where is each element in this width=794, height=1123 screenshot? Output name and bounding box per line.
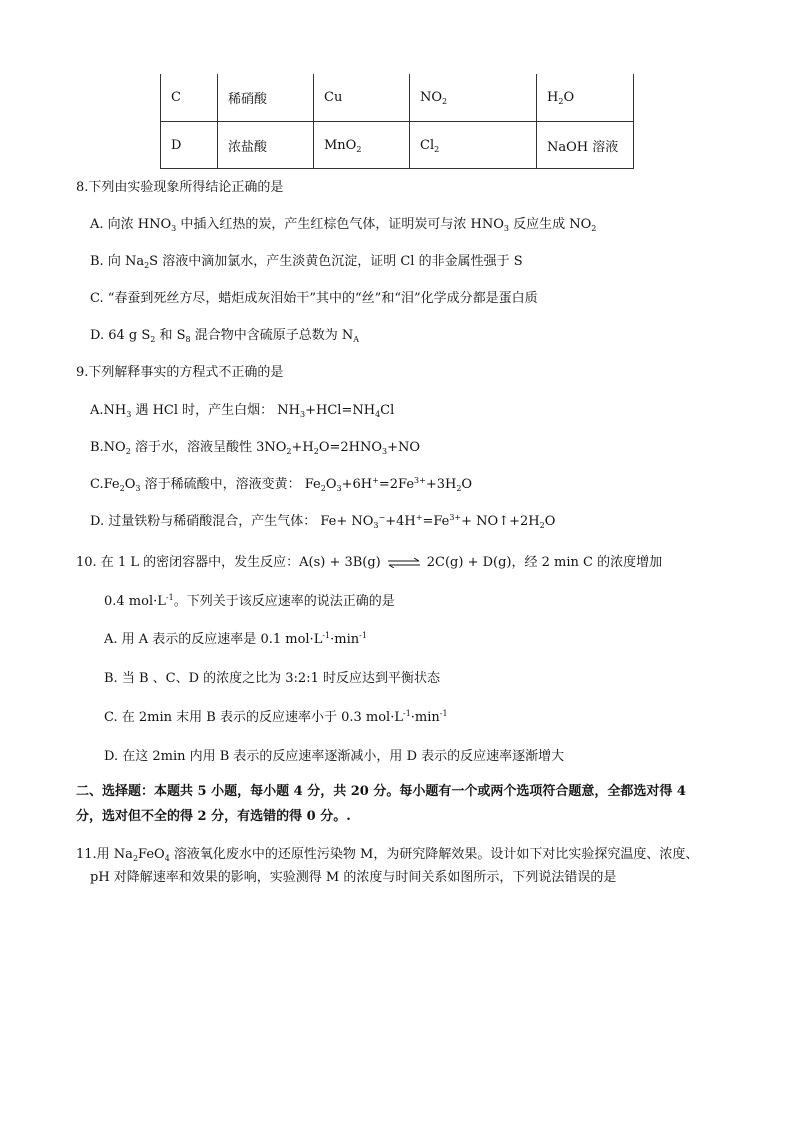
question-10-stem [76,551,662,570]
reagent-table [160,74,634,169]
table-cell: Cu [314,74,410,122]
table-cell: $H_2O$ [537,74,634,122]
question-10-option-d: D. 在这 2min 内用 B 表示的反应速率逐渐减小，用 D 表示的反应速率逐渐增大 [104,749,565,764]
table-cell: 浓盐酸 [218,122,314,169]
question-9-option-b: $B.NO_2$ 溶于水，溶液呈酸性 $3NO_2+H_2O=2HNO_3+NO$ [90,440,421,456]
question-11-stem-cont: pH 对降解速率和效果的影响，实验测得 M 的浓度与时间关系如图所示，下列说法错误的是 [90,870,617,885]
question-9-option-a: $A.NH_3$ 遇 HCl 时，产生白烟： $NH_3+HCl=NH_4Cl$ [90,403,395,419]
question-9-option-d: D. 过量铁粉与稀硝酸混合，产生气体： $Fe+ NO_3^-+4H^+=Fe^{3+}+$ $NO↑+2H_2O$ [90,513,556,530]
question-9-option-c: $C.Fe_2O_3$ 溶于稀硫酸中，溶液变黄： $Fe_2O_3+6H^+=2Fe^{3+}+3H_2O$ [90,476,473,493]
table-cell: C [161,74,218,122]
question-8-option-a: A. 向浓 $HNO_3$ 中插入红热的炭，产生红棕色气体，证明炭可与浓 $HNO_3$ 反应生成 $NO_2$ [90,217,597,233]
question-9-stem: 9.下列解释事实的方程式不正确的是 [76,365,284,380]
table-cell: MnO$_2$ [314,122,410,169]
question-10-stem-cont: 0.4 $mol\cdot L^{-1}$。下列关于该反应速率的说法正确的是 [104,593,395,609]
table-cell: D [161,122,218,169]
question-8-option-c: C. “春蚕到死丝方尽，蜡炬成灰泪始干”其中的“丝”和“泪”化学成分都是蛋白质 [90,291,538,306]
question-10-option-c: C. 在 2min 末用 B 表示的反应速率小于 0.3 $mol\cdot L^{-1}\cdot\min^{-1}$ [104,709,448,725]
table-cell: NaOH 溶液 [537,122,634,169]
question-10-option-a: A. 用 A 表示的反应速率是 0.1 $mol\cdot L^{-1}\cdot\min^{-1}$ [104,631,367,647]
question-8-option-d: D. 64 g $S_2$ 和 $S_8$ 混合物中含硫原子总数为 $N_A$ [90,328,360,344]
table-row [161,122,634,169]
question-10-option-b: B. 当 B 、C、D 的浓度之比为 3:2:1 时反应达到平衡状态 [104,671,440,686]
question-8-option-b: B. 向 $Na_2S$ 溶液中滴加氯水，产生淡黄色沉淀，证明 Cl 的非金属性强于 S [90,254,523,270]
question-10-stem-part: 10. 在 1 L 的密闭容器中，发生反应：A(s) + 3B(g) [76,555,381,570]
equilibrium-arrow-icon [387,558,421,568]
table-row [161,74,634,122]
table-cell: $NO_2$ [410,74,537,122]
section-2-header: 二、选择题：本题共 5 小题，每小题 4 分，共 20 分。每小题有一个或两个选项符合题意，全都选对得 4 [76,784,686,799]
question-11-stem: 11.用 $Na_2FeO_4$ 溶液氧化废水中的还原性污染物 M，为研究降解效果。设计如下对比实验探究温度、浓度、 [76,847,699,863]
table-cell: $Cl_2$ [410,122,537,169]
table-cell: 稀硝酸 [218,74,314,122]
section-2-header-cont: 分，选对但不全的得 2 分，有选错的得 0 分。. [76,809,351,824]
question-8-stem: 8.下列由实验现象所得结论正确的是 [76,180,284,195]
question-10-stem-part: 2C(g) + D(g)，经 2 min C 的浓度增加 [426,555,663,570]
